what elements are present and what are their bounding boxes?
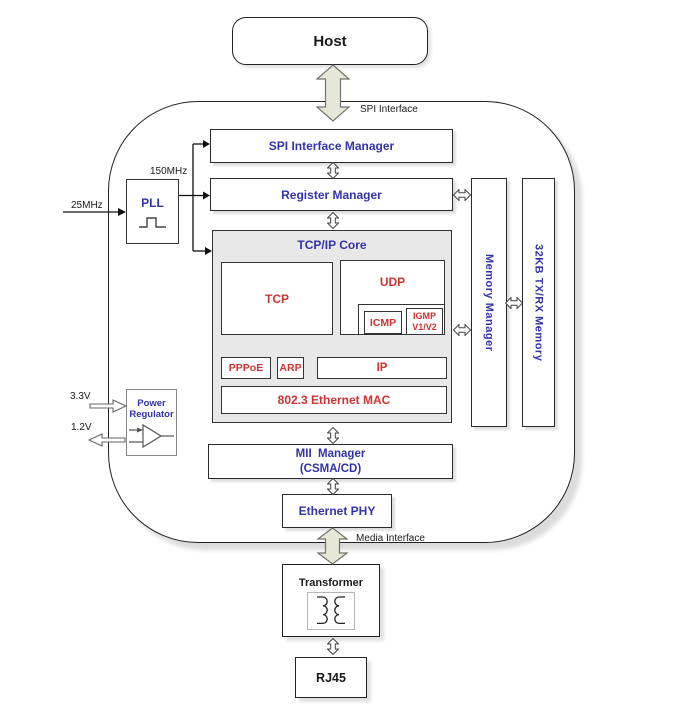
v33-label: 3.3V (70, 391, 91, 402)
spi-interface-manager-block (210, 129, 453, 163)
txrx-memory-label: 32KB TX/RX Memory (532, 243, 545, 362)
udp-label: UDP (379, 275, 406, 289)
txrx-memory-block (522, 178, 555, 427)
clk-150mhz-label: 150MHz (150, 166, 188, 177)
mii-manager-label-line2: (CSMA/CD) (299, 462, 362, 475)
register-manager-label: Register Manager (281, 187, 382, 202)
power-regulator-label: Power Regulator (129, 397, 174, 420)
double-arrow-reg-memmgr-icon (453, 189, 471, 201)
icmp-label: ICMP (369, 316, 397, 329)
double-arrow-reg-core-icon (327, 212, 339, 229)
register-manager-block (210, 178, 453, 211)
regulator-opamp-icon (129, 422, 175, 450)
pll-block (126, 179, 179, 244)
v12-arrow-icon (88, 433, 126, 447)
igmp-label-line1: IGMP (412, 311, 436, 322)
pppoe-label: PPPoE (228, 362, 264, 374)
transformer-block (282, 564, 380, 637)
rj45-block (295, 657, 367, 698)
igmp-block (406, 308, 443, 335)
ethernet-mac-label: 802.3 Ethernet MAC (277, 393, 391, 407)
spi-bus-arrow-icon (316, 64, 350, 122)
clk-25mhz-label: 25MHz (71, 200, 103, 211)
memory-manager-block (471, 178, 507, 427)
double-arrow-spi-reg-icon (327, 162, 339, 179)
spi-interface-label: SPI Interface (360, 104, 418, 115)
pppoe-block (221, 357, 271, 379)
mii-manager-label-line1: MII Manager (295, 447, 366, 460)
media-interface-label: Media Interface (356, 533, 425, 544)
ethernet-phy-label: Ethernet PHY (298, 504, 376, 518)
pll-fanout-lines (179, 138, 215, 264)
v12-label: 1.2V (71, 422, 92, 433)
transformer-coils-icon (309, 593, 353, 629)
icmp-block (364, 311, 402, 334)
mii-manager-block (208, 444, 453, 479)
spi-interface-manager-label: SPI Interface Manager (268, 139, 395, 153)
double-arrow-core-mii-icon (327, 427, 339, 444)
media-bus-arrow-icon (317, 527, 348, 565)
clock-pulse-icon (136, 214, 170, 232)
arp-block (277, 357, 304, 379)
power-regulator-block (126, 389, 177, 456)
v33-arrow-icon (89, 399, 127, 413)
rj45-label: RJ45 (316, 670, 346, 685)
transformer-label: Transformer (298, 577, 364, 589)
ethernet-phy-block (282, 494, 392, 528)
host-block (232, 17, 428, 65)
arp-label: ARP (279, 362, 302, 374)
transformer-coil-frame (307, 592, 355, 630)
double-arrow-memmgr-txrx-icon (505, 297, 523, 309)
memory-manager-label: Memory Manager (483, 253, 495, 352)
ip-block (317, 357, 447, 379)
double-arrow-mii-phy-icon (327, 478, 339, 495)
tcp-block (221, 262, 333, 335)
tcpip-core-title: TCP/IP Core (297, 238, 367, 252)
ethernet-mac-block (221, 386, 447, 414)
double-arrow-transformer-rj45-icon (327, 638, 339, 655)
double-arrow-core-memmgr-icon (453, 324, 471, 336)
igmp-label-line2: V1/V2 (412, 321, 437, 332)
clk-input-arrow-icon (63, 206, 127, 218)
pll-label: PLL (141, 195, 164, 210)
host-label: Host (313, 32, 347, 50)
ip-label: IP (376, 362, 388, 374)
tcp-label: TCP (265, 291, 289, 306)
